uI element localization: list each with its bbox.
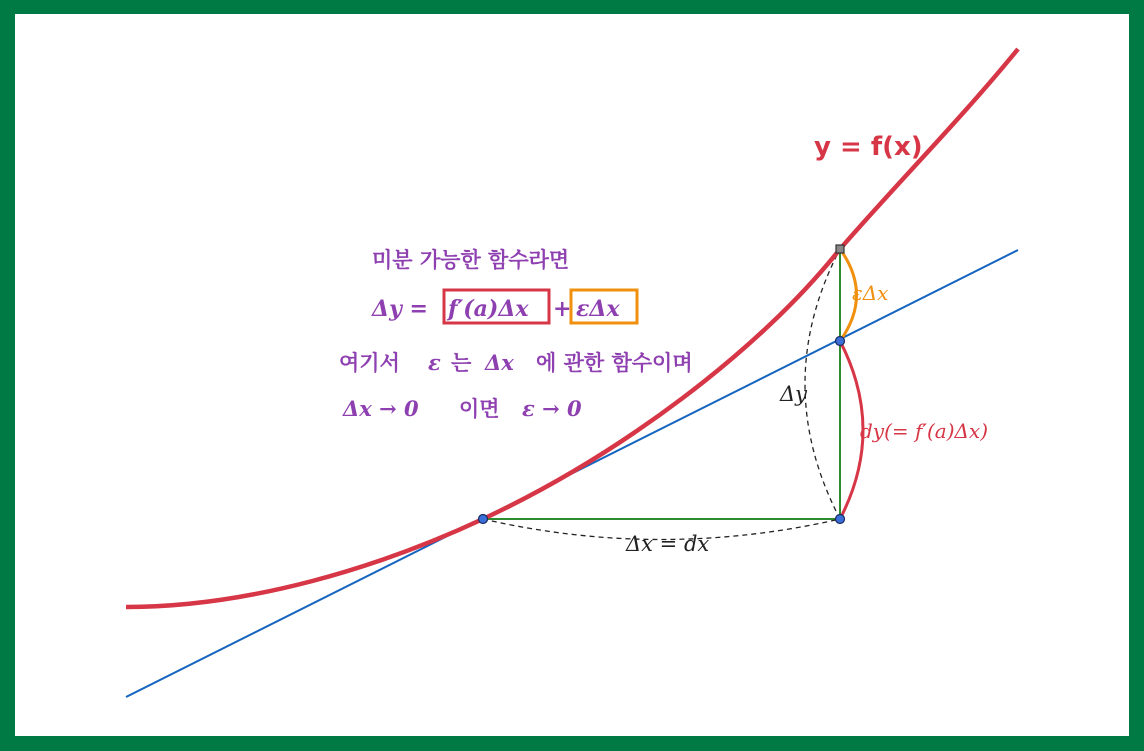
line3-eps: ε [428, 350, 441, 375]
point-curve[interactable] [836, 245, 844, 253]
line1-text: 미분 가능한 함수라면 [372, 248, 570, 272]
line4-a: Δx → 0 [343, 396, 419, 421]
delta-y-label: Δy [780, 382, 808, 406]
diagram-canvas [15, 14, 1129, 736]
point-a[interactable] [479, 515, 488, 524]
point-corner[interactable] [836, 515, 845, 524]
diagram-svg [15, 14, 1129, 736]
eq-box2: εΔx [576, 296, 620, 322]
delta-y-dashed-arc [805, 249, 840, 519]
eq-lhs: Δy = [372, 296, 428, 322]
line3-dx: Δx [485, 350, 514, 375]
line4-c: ε → 0 [522, 396, 582, 421]
dy-label: dy(= f′(a)Δx) [860, 419, 989, 443]
eq-plus: + [553, 296, 572, 322]
delta-x-label: Δx = dx [626, 532, 710, 556]
point-tangent[interactable] [836, 337, 845, 346]
line3-c: 에 관한 함수이며 [536, 351, 693, 375]
curve-label: y = f(x) [814, 132, 923, 162]
line3-a: 여기서 [339, 351, 400, 375]
line3-b: 는 [451, 351, 472, 375]
line4-b: 이면 [459, 397, 500, 421]
eq-box1: f′(a)Δx [448, 296, 529, 322]
eps-dx-label: εΔx [852, 281, 889, 305]
